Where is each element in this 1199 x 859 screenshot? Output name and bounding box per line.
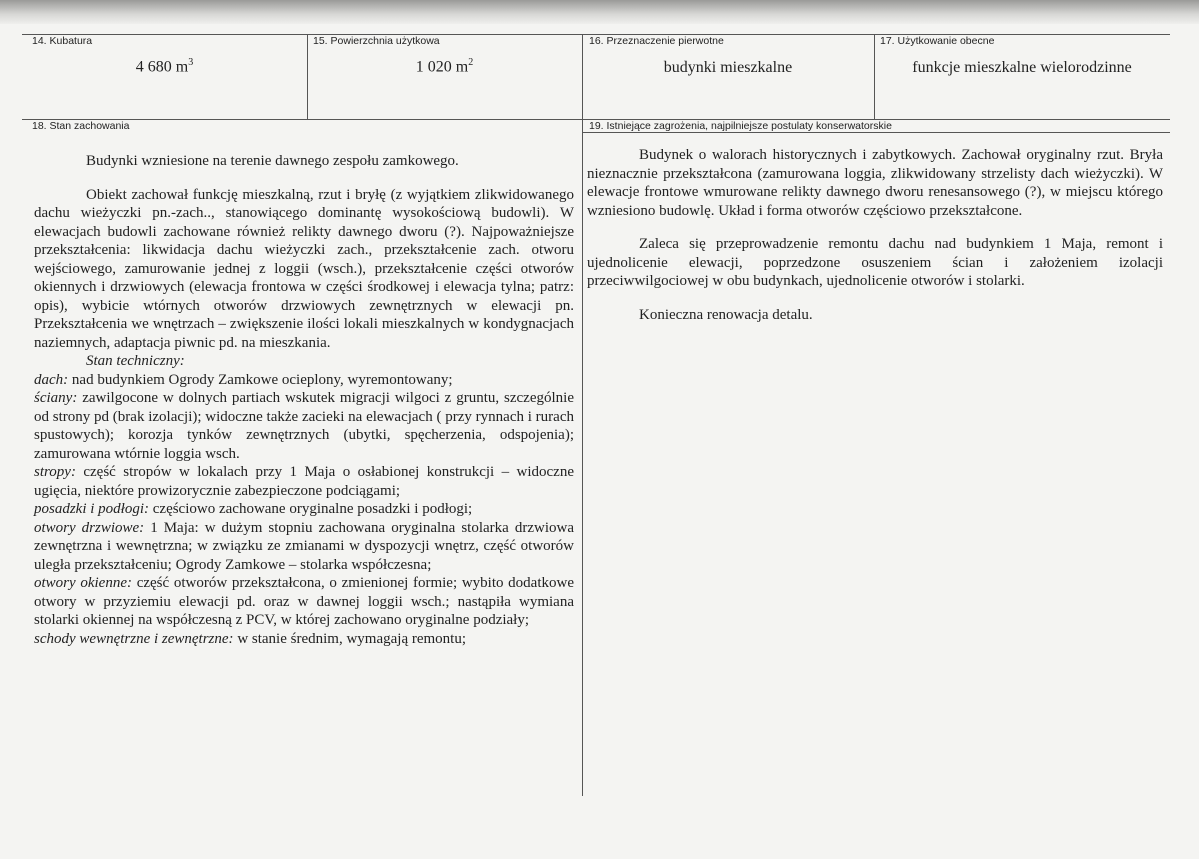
- form-sheet: [0, 24, 1199, 859]
- stan-zachowania-label: 18. Stan zachowania: [32, 120, 130, 132]
- condition-item-otwory-drzwiowe: otwory drzwiowe: 1 Maja: w dużym stopniu zachowana oryginalna stolarka drzwiowa zewnętrzna i wewnętrzna; w związku ze zmianami w dyspozycji wnętrz, część otworów uległa przekształceniu; Ogrody Zamkowe – stolarka współczesna;: [34, 519, 574, 573]
- condition-item-stropy: stropy: część stropów w lokalach przy 1 Maja o osłabionej konstrukcji – widoczne ugięcia, niektóre prowizorycznie zabezpieczone podciągami;: [34, 464, 574, 499]
- kubatura-number: 4 680 m: [135, 58, 189, 76]
- powierzchnia-value: [307, 57, 582, 76]
- powierzchnia-unit-exponent: 2: [468, 57, 474, 68]
- zagrozenia-paragraph-1: Budynek o walorach historycznych i zabytkowych. Zachował oryginalny rzut. Bryła nieznacznie przekształcona (zamurowana loggia, zlikwidowany strzelisty dach wieżyczki). W elewacje frontowe wmurowane relikty dawnego dworu renesansowego (?), w miejscu którego wzniesiono budowlę. Układ i forma otworów częściowo przekształcone.: [587, 147, 1163, 219]
- powierzchnia-number: 1 020 m: [415, 58, 469, 76]
- condition-term: stropy:: [34, 464, 76, 480]
- stan-techniczny-heading: Stan techniczny:: [86, 353, 185, 369]
- powierzchnia-label: 15. Powierzchnia użytkowa: [313, 35, 440, 47]
- przeznaczenie-value: budynki mieszkalne: [663, 59, 793, 76]
- przeznaczenie-label: 16. Przeznaczenie pierwotne: [589, 35, 724, 47]
- stan-zachowania-text: [34, 152, 574, 648]
- kubatura-label: 14. Kubatura: [32, 35, 93, 47]
- header-underline: [582, 132, 1170, 133]
- condition-term: dach:: [34, 371, 69, 388]
- uzytkowanie-value: funkcje mieszkalne wielorodzinne: [912, 59, 1132, 76]
- col-divider-2: [582, 34, 583, 796]
- zagrozenia-text: [587, 146, 1163, 324]
- zagrozenia-label: 19. Istniejące zagrożenia, najpilniejsze postulaty konserwatorskie: [589, 120, 892, 132]
- condition-item-otwory-okienne: otwory okienne: część otworów przekształcona, o zmienionej formie; wybito dodatkowe otwory w przyziemiu elewacji pd. oraz w dawnej loggii wsch.; nastąpiła wymiana stolarki okiennej na współczesną z PCV, w której zachowano oryginalne podziały;: [34, 575, 574, 628]
- stan-intro: Budynki wzniesione na terenie dawnego zespołu zamkowego.: [86, 153, 459, 169]
- kubatura-value: [22, 57, 307, 76]
- uzytkowanie-label: 17. Użytkowanie obecne: [880, 35, 995, 47]
- condition-term: otwory drzwiowe:: [34, 519, 145, 536]
- scan-top-edge: [0, 0, 1199, 24]
- zagrozenia-paragraph-3: Konieczna renowacja detalu.: [639, 306, 813, 323]
- condition-term: posadzki i podłogi:: [34, 501, 149, 517]
- condition-item-sciany: ściany: zawilgocone w dolnych partiach wskutek migracji wilgoci z gruntu, szczególnie od strony pd (brak izolacji); widoczne także zacieki na elewacjach ( przy rynnach i rurach spustowych); korozja tynków zewnętrznych (ubytki, spęcherzenia, odspojenia); zamurowana wtórnie loggia wsch.: [34, 390, 574, 462]
- condition-term: schody wewnętrzne i zewnętrzne:: [34, 630, 234, 647]
- condition-term: otwory okienne:: [34, 575, 132, 591]
- col-divider-1: [307, 34, 308, 119]
- zagrozenia-paragraph-2: Zaleca się przeprowadzenie remontu dachu nad budynkiem 1 Maja, remont i ujednolicenie elewacji, poprzedzone osuszeniem ścian i założeniem izolacji przeciwwilgociowej w obu budynkach, ujednolicenie otworów i stolarki.: [587, 236, 1163, 289]
- condition-item-posadzki: posadzki i podłogi: częściowo zachowane oryginalne posadzki i podłogi;: [34, 501, 473, 517]
- stan-paragraph: Obiekt zachował funkcję mieszkalną, rzut i bryłę (z wyjątkiem zlikwidowanego dachu wieżyczki pn.-zach.., stanowiącego dominantę wysokościową budowli). W elewacjach budowli zachowane również relikty dawnego dworu (?). Najpoważniejsze przekształcenia: likwidacja dachu wieżyczki zach., przekształcenie zach. otworu wejściowego, zamurowanie jednej z loggii (wsch.), przekształcenie części otworów okiennych i drzwiowych (elewacja frontowa w części środkowej i elewacja tylna; patrz: opis), wybicie wtórnych otworów drzwiowych zewnętrznych w elewacji pn. Przekształcenia we wnętrzach – zwiększenie ilości lokali mieszkalnych w kondygnacjach naziemnych, adaptacja piwnic pd. na mieszkania.: [34, 186, 574, 351]
- condition-item-schody: schody wewnętrzne i zewnętrzne: w stanie średnim, wymagają remontu;: [34, 630, 467, 647]
- kubatura-unit-exponent: 3: [188, 57, 194, 68]
- condition-item-dach: dach: nad budynkiem Ogrody Zamkowe ocieplony, wyremontowany;: [34, 371, 453, 388]
- condition-term: ściany:: [34, 390, 78, 406]
